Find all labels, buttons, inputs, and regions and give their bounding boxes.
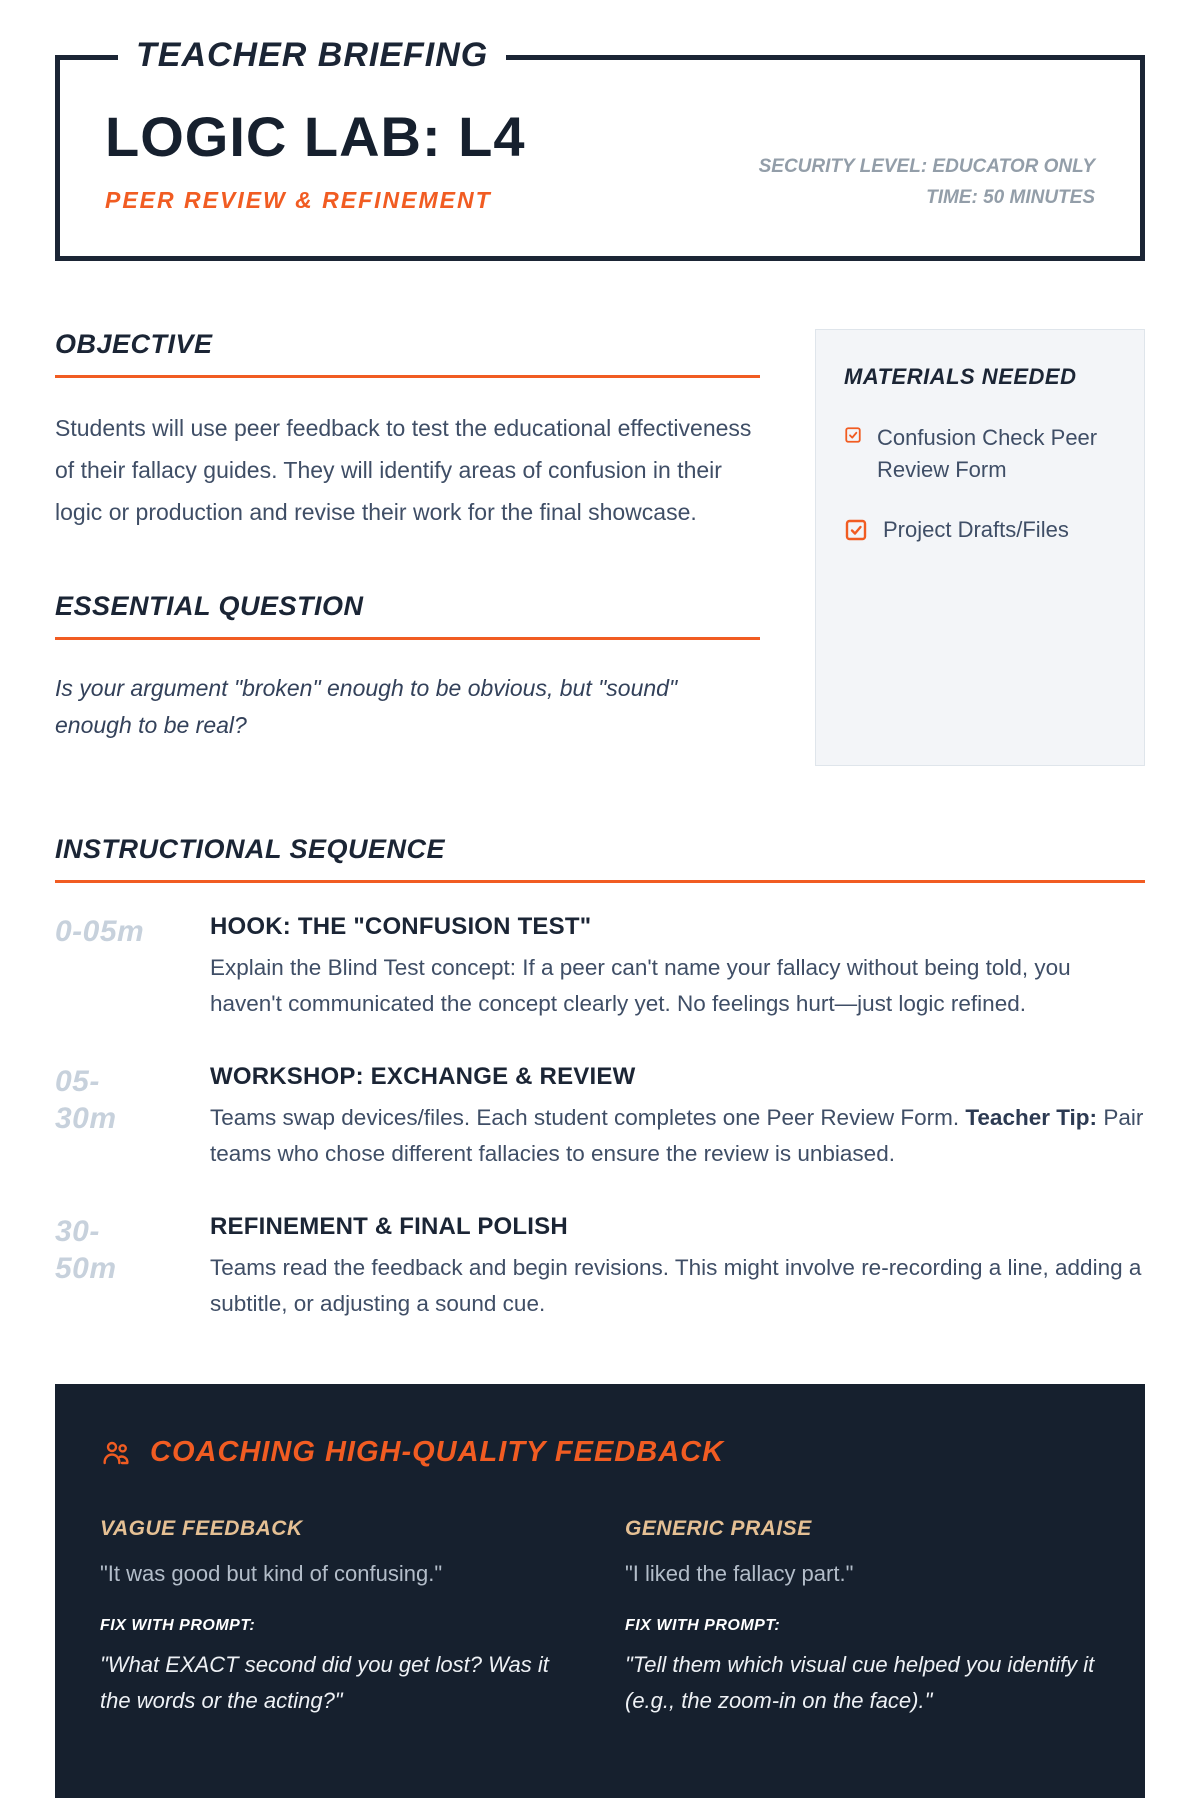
step-content [210,913,1145,1023]
page-subtitle: PEER REVIEW & REFINEMENT [105,186,492,213]
coaching-column-generic [625,1517,1100,1717]
step-title: HOOK: THE "CONFUSION TEST" [210,912,592,940]
coaching-columns [100,1517,1100,1717]
time-allocation: TIME: 50 MINUTES [926,187,1095,209]
coach-label: GENERIC PRAISE [625,1517,812,1541]
essential-question-body: Is your argument "broken" enough to be obvious, but "sound" enough to be real? [55,675,678,739]
sequence-heading: INSTRUCTIONAL SEQUENCE [55,834,1145,883]
check-square-icon [844,518,868,542]
fix-quote: "What EXACT second did you get lost? Was it the words or the acting?" [100,1652,549,1713]
material-item-label: Confusion Check Peer Review Form [877,424,1098,482]
coach-quote: "I liked the fallacy part." [625,1561,854,1587]
objective-section [55,329,760,534]
essential-question-section [55,591,760,744]
materials-heading: MATERIALS NEEDED [844,363,1077,389]
sequence-step [55,913,1145,1023]
coach-quote: "It was good but kind of confusing." [100,1561,443,1587]
list-item [844,514,1116,546]
step-body: Teams read the feedback and begin revisions. This might involve re-recording a line, adding a subtitle, or adjusting a sound cue. [210,1254,1142,1316]
material-item-label: Project Drafts/Files [883,516,1069,542]
teacher-tip-label: Teacher Tip: [965,1104,1098,1130]
coaching-title: COACHING HIGH-QUALITY FEEDBACK [150,1436,725,1469]
instructional-sequence-section [55,834,1145,1323]
step-time: 05-30m [55,1064,117,1136]
step-title: REFINEMENT & FINAL POLISH [210,1212,568,1240]
coaching-feedback-section [55,1384,1145,1797]
materials-panel [815,329,1145,766]
step-body: Teams swap devices/files. Each student completes one Peer Review Form. Teacher Tip: Pair teams who chose different fallacies to ensure the review is unbiased. [210,1104,1144,1167]
coaching-column-vague [100,1517,575,1717]
page-title: LOGIC LAB: L4 [105,105,526,168]
title-block [105,105,526,214]
step-content [210,1213,1145,1323]
step-time: 30-50m [55,1214,117,1286]
sequence-step [55,1063,1145,1173]
list-item [844,422,1116,486]
sequence-step [55,1213,1145,1323]
left-column [55,329,760,766]
fix-with-prompt-label: FIX WITH PROMPT: [625,1617,781,1635]
header-meta [759,151,1095,214]
objective-heading: OBJECTIVE [55,329,760,378]
briefing-header [55,36,1145,261]
content-columns [55,329,1145,766]
step-content [210,1063,1145,1173]
step-time: 0-05m [55,914,145,948]
fix-quote: "Tell them which visual cue helped you identify it (e.g., the zoom-in on the face)." [625,1652,1095,1713]
check-square-icon [844,426,862,444]
essential-question-heading: ESSENTIAL QUESTION [55,591,760,640]
step-body: Explain the Blind Test concept: If a peer can't name your fallacy without being told, you haven't communicated the concept clearly yet. No feelings hurt—just logic refined. [210,954,1071,1017]
fix-with-prompt-label: FIX WITH PROMPT: [100,1617,256,1635]
objective-body: Students will use peer feedback to test the educational effectiveness of their fallacy guides. They will identify areas of confusion in their logic or production and revise their work for the final showcase. [55,414,752,525]
briefing-kicker: TEACHER BRIEFING [118,36,506,75]
coach-label: VAGUE FEEDBACK [100,1517,303,1541]
coaching-header [100,1436,1100,1469]
security-level: SECURITY LEVEL: EDUCATOR ONLY [758,156,1095,178]
step-title: WORKSHOP: EXCHANGE & REVIEW [210,1062,636,1090]
people-icon [100,1437,132,1469]
